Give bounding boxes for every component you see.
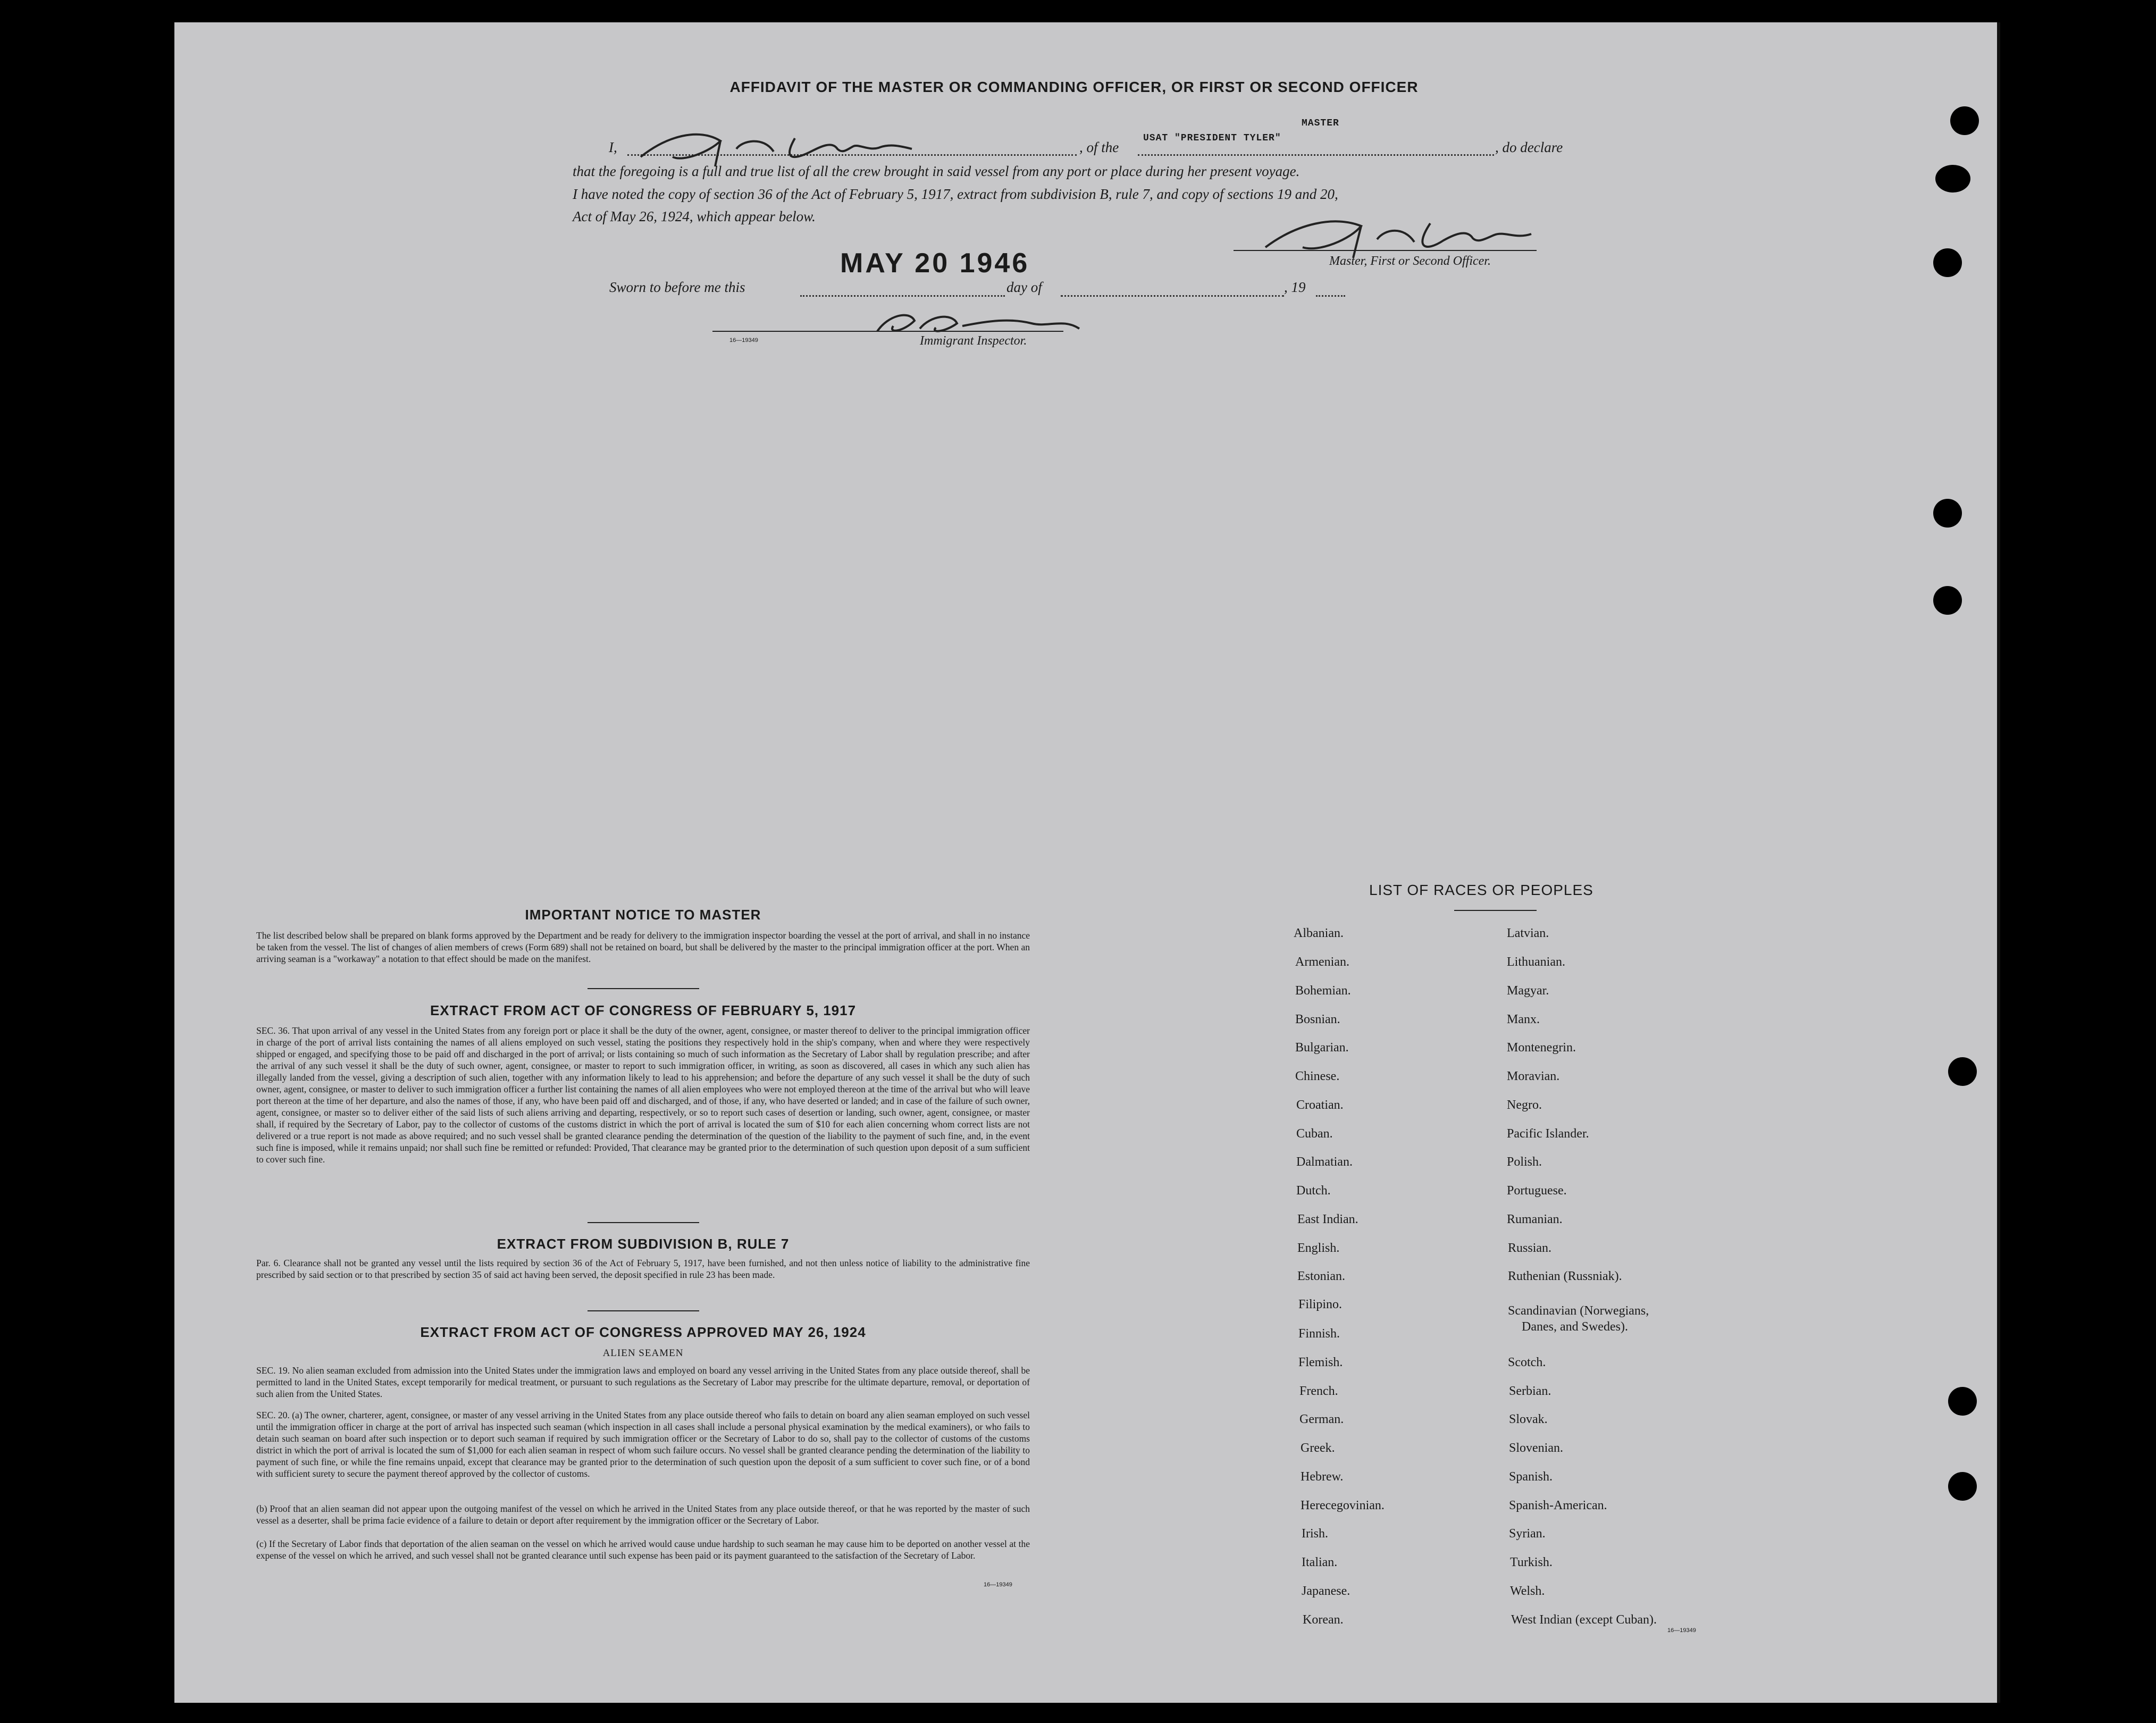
race-right: Scotch. <box>1508 1356 1546 1369</box>
race-left: Filipino. <box>1298 1298 1343 1311</box>
sworn-day-line <box>800 295 1005 297</box>
punch-hole <box>1935 165 1970 193</box>
race-left: Estonian. <box>1297 1269 1345 1283</box>
race-left: Chinese. <box>1295 1069 1340 1083</box>
race-right: Slovenian. <box>1509 1441 1563 1455</box>
sworn-year-line <box>1316 295 1345 297</box>
races-title: LIST OF RACES OR PEOPLES <box>1369 882 1593 898</box>
extract-form-number: 16—19349 <box>984 1582 1012 1588</box>
punch-hole <box>1933 248 1962 277</box>
affidavit-line-3: Act of May 26, 1924, which appear below. <box>573 208 816 224</box>
affidavit-line-1: that the foregoing is a full and true list of all the crew brought in said vessel from any port or place during her present voyage. <box>573 163 1300 179</box>
sec20a-text: SEC. 20. (a) The owner, charterer, agent, consignee, or master of any vessel arriving in the United States from any place outside thereof who fails to detain on board any alien seaman employed on such vessel until the immigration officer in charge at the port of arrival has inspected such seaman (which inspection in all cases shall include a personal physical examination by the medical examiners), or who fails to detain such seaman on board after such inspection or to deport such seaman if required by such immigration officer or the Secretary of Labor to do so, shall pay to the collector of customs of the customs district in which the port of arrival is located the sum of $1,000 for each alien seaman in respect of whom such failure occurs. No vessel shall be granted clearance pending the determination of the liability to payment of such fine, or while the fine remains unpaid, except that clearance may be granted prior to the determination of such question upon the deposit of a sum sufficient to cover such fine, or of a bond with sufficient surety to secure the payment thereof approved by the collector of customs. <box>256 1410 1030 1479</box>
punch-hole <box>1948 1387 1977 1416</box>
race-right: Welsh. <box>1510 1584 1545 1598</box>
divider <box>588 1222 699 1223</box>
race-left: Hebrew. <box>1301 1470 1344 1484</box>
notice-title: IMPORTANT NOTICE TO MASTER <box>525 907 761 923</box>
punch-hole <box>1933 499 1962 528</box>
races-form-number: 16—19349 <box>1667 1627 1696 1634</box>
do-declare-label: , do declare <box>1495 139 1563 155</box>
race-left: Korean. <box>1303 1613 1344 1627</box>
notice-text: The list described below shall be prepared on blank forms approved by the Department and be ready for delivery to the immigration inspector boarding the vessel at the port of arrival, and shall in no instance be taken from the vessel. The list of changes of alien members of crews (Form 689) shall not be retained on board, but shall be delivered by the master to the principal immigration officer at the port. When an arriving seaman is a "workaway" a notation to that effect should be made on the manifest. <box>256 930 1030 964</box>
race-left: Finnish. <box>1298 1327 1340 1341</box>
race-right: Ruthenian (Russniak). <box>1508 1269 1622 1283</box>
race-right: Rumanian. <box>1507 1212 1563 1226</box>
races-divider <box>1454 910 1537 911</box>
page-edge-line <box>1997 22 2000 1703</box>
divider <box>588 988 699 989</box>
master-signature <box>635 120 944 170</box>
race-right: Pacific Islander. <box>1507 1127 1589 1141</box>
race-right: Scandinavian (Norwegians, <box>1508 1304 1649 1318</box>
sec20b-text: (b) Proof that an alien seaman did not appear upon the outgoing manifest of the vessel on which he arrived in the United States from any place outside thereof, or that he was reported by the master of such vessel as a deserter, shall be prima facie evidence of a failure to detain or deport after requirement by the immigration officer or the Secretary of Labor. <box>256 1503 1030 1526</box>
extract-1917-text: SEC. 36. That upon arrival of any vessel in the United States from any foreign port or place it shall be the duty of the owner, agent, consignee, or master thereof to deliver to the principal immigration officer in charge of the port of arrival lists containing the names of all aliens employed on such vessel, stating the positions they respectively hold in the ship's company, when and where they were respectively shipped or engaged, and specifying those to be paid off and discharged in the port of arrival; or lists containing so much of such information as the Secretary of Labor shall by regulation prescribe; and after the arrival of any such vessel it shall be the duty of such owner, agent, consignee, or master to report to such immigration officer, in writing, as soon as discovered, all cases in which any such alien has illegally landed from the vessel, giving a description of such alien, together with any information likely to lead to his apprehension; and before the departure of any such vessel it shall be the duty of such owner, agent, consignee, or master to deliver to such immigration officer a further list containing the names of all alien employees who were not employed thereon at the time of the arrival but who will leave port thereon at the time of her departure, and also the names of those, if any, who have been paid off and discharged, and of those, if any, who have deserted or landed; and in case of the failure of such owner, agent, consignee, or master so to deliver either of the said lists of such aliens arriving and departing, respectively, or so to report such cases of desertion or landing, such owner, agent, consignee, or master shall, if required by the Secretary of Labor, pay to the collector of customs of the customs district in which the port of arrival is located the sum of $10 for each alien concerning whom correct lists are not delivered or a true report is not made as above required; and no such vessel shall be granted clearance pending the determination of the question of the liability to the payment of such fine, and, in the event such fine is imposed, while it remains unpaid; nor shall such fine be remitted or refunded: Provided, That clearance may be granted prior to the determination of such question upon deposit of a sum sufficient to cover such fine. <box>256 1025 1030 1165</box>
race-left: Croatian. <box>1296 1098 1344 1112</box>
divider <box>588 1310 699 1311</box>
sworn-label: Sworn to before me this <box>609 279 745 295</box>
race-left: Dalmatian. <box>1296 1155 1353 1169</box>
race-right: Serbian. <box>1509 1384 1551 1398</box>
race-right: Moravian. <box>1507 1069 1560 1083</box>
date-stamp: MAY 20 1946 <box>840 248 1030 279</box>
extract-1917-title: EXTRACT FROM ACT OF CONGRESS OF FEBRUARY 5, 1917 <box>430 1002 857 1018</box>
race-right: Latvian. <box>1507 926 1549 940</box>
of-the-label: , of the <box>1079 139 1119 155</box>
race-left: Flemish. <box>1298 1356 1343 1369</box>
race-left: Bosnian. <box>1295 1013 1340 1026</box>
inspector-caption: Immigrant Inspector. <box>920 334 1027 348</box>
sworn-month-line <box>1061 295 1284 297</box>
race-left: Irish. <box>1302 1527 1328 1541</box>
race-right: Russian. <box>1508 1241 1552 1255</box>
race-left: Japanese. <box>1302 1584 1350 1598</box>
extract-rule7-title: EXTRACT FROM SUBDIVISION B, RULE 7 <box>497 1236 790 1252</box>
race-left: German. <box>1299 1412 1344 1426</box>
affidavit-form-number: 16—19349 <box>729 337 758 344</box>
punch-hole <box>1948 1472 1977 1501</box>
race-left: Italian. <box>1302 1555 1338 1569</box>
race-right: Polish. <box>1507 1155 1542 1169</box>
affidavit-line-2: I have noted the copy of section 36 of the Act of February 5, 1917, extract from subdivision B, rule 7, and copy of sections 19 and 20, <box>573 186 1338 202</box>
extract-1924-title: EXTRACT FROM ACT OF CONGRESS APPROVED MAY 26, 1924 <box>420 1324 866 1340</box>
race-right: Portuguese. <box>1507 1184 1567 1198</box>
race-right: Lithuanian. <box>1507 955 1565 969</box>
race-left: Armenian. <box>1295 955 1349 969</box>
race-right: Turkish. <box>1510 1555 1553 1569</box>
race-right: Danes, and Swedes). <box>1522 1320 1628 1334</box>
officer-signature-line <box>1234 250 1537 251</box>
day-of-label: day of <box>1006 279 1042 295</box>
race-left: Albanian. <box>1294 926 1344 940</box>
extract-rule7-text: Par. 6. Clearance shall not be granted any vessel until the lists required by section 36 of the Act of February 5, 1917, have been furnished, and not then unless notice of liability to the administrative fine prescribed by said section or to that prescribed by section 35 of said act having been served, the deposit specified in rule 23 has been made. <box>256 1258 1030 1280</box>
year-label: , 19 <box>1284 279 1306 295</box>
sec20c-text: (c) If the Secretary of Labor finds that deportation of the alien seaman on the vessel on which he arrived would cause undue hardship to such seaman he may cause him to be deported on another vessel at the expense of the vessel on which he arrived, and such vessel shall not be granted clearance until such expense has been paid or its payment guaranteed to the satisfaction of the Secretary of Labor. <box>256 1538 1030 1561</box>
race-right: Syrian. <box>1509 1527 1546 1541</box>
race-left: Greek. <box>1301 1441 1335 1455</box>
master-stamp: MASTER <box>1302 118 1339 129</box>
officer-signature <box>1255 207 1553 261</box>
affidavit-i-label: I, <box>609 139 617 155</box>
race-right: Spanish. <box>1509 1470 1553 1484</box>
sec19-text: SEC. 19. No alien seaman excluded from admission into the United States under the immigration laws and employed on board any vessel arriving in the United States from any place outside thereof, shall be permitted to land in the United States, except temporarily for medical treatment, or pursuant to such regulations as the Secretary of Labor may prescribe for the ultimate departure, removal, or deportation of such alien from the United States. <box>256 1365 1030 1399</box>
race-left: Dutch. <box>1296 1184 1331 1198</box>
race-right: Spanish-American. <box>1509 1499 1607 1512</box>
race-right: West Indian (except Cuban). <box>1511 1613 1657 1627</box>
punch-hole <box>1950 106 1979 135</box>
officer-caption: Master, First or Second Officer. <box>1329 254 1491 268</box>
vessel-line <box>1138 154 1494 156</box>
race-left: Bulgarian. <box>1295 1041 1349 1055</box>
alien-seamen-subtitle: ALIEN SEAMEN <box>602 1348 684 1359</box>
race-left: English. <box>1297 1241 1340 1255</box>
race-right: Magyar. <box>1507 984 1549 998</box>
punch-hole <box>1948 1057 1977 1086</box>
race-left: French. <box>1299 1384 1338 1398</box>
race-left: Bohemian. <box>1295 984 1351 998</box>
race-right: Montenegrin. <box>1507 1041 1576 1055</box>
vessel-name-stamp: USAT "PRESIDENT TYLER" <box>1143 133 1281 144</box>
affidavit-title: AFFIDAVIT OF THE MASTER OR COMMANDING OFFICER, OR FIRST OR SECOND OFFICER <box>729 79 1419 95</box>
punch-hole <box>1933 586 1962 615</box>
race-left: Cuban. <box>1296 1127 1333 1141</box>
race-left: Herecegovinian. <box>1301 1499 1385 1512</box>
race-right: Manx. <box>1507 1013 1540 1026</box>
race-right: Slovak. <box>1509 1412 1548 1426</box>
race-right: Negro. <box>1507 1098 1542 1112</box>
race-left: East Indian. <box>1297 1212 1358 1226</box>
